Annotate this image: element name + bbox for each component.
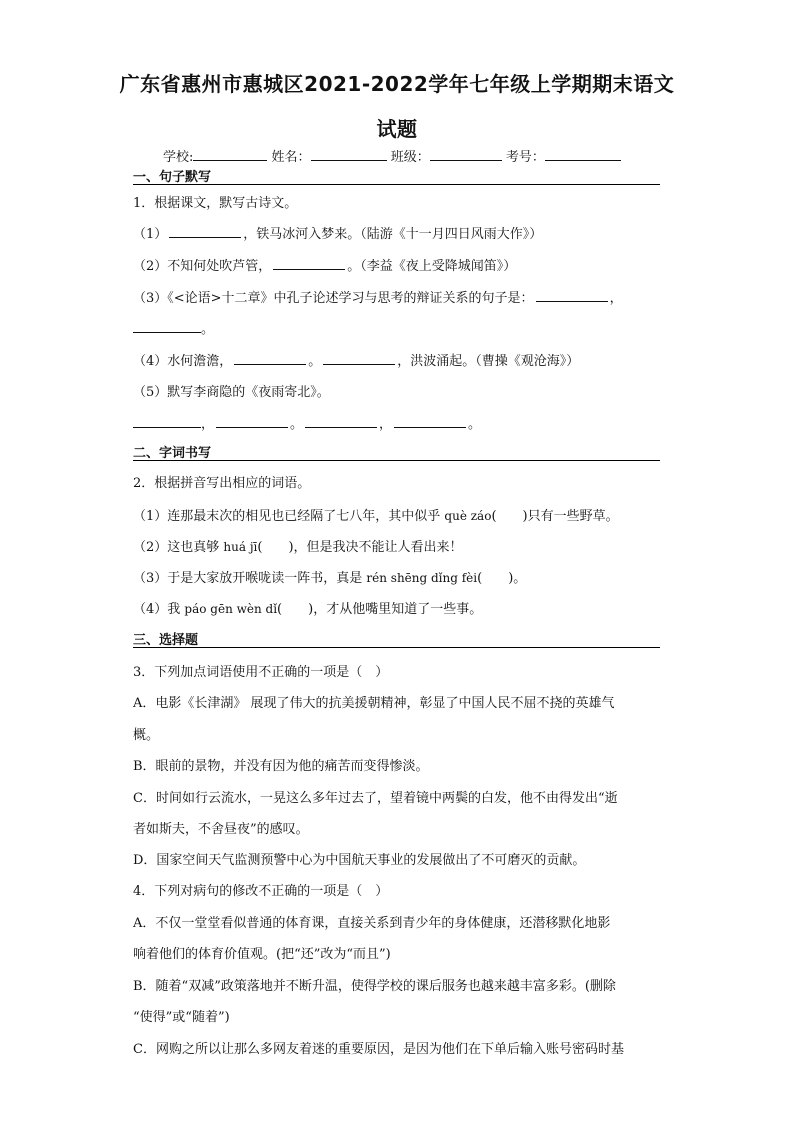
school-blank[interactable] bbox=[193, 148, 267, 161]
q2-item-3: （3）于是大家放开喉咙读一阵书，真是 rén shēng dǐng fèi( )。 bbox=[133, 571, 527, 586]
q3-option-a-cont: 概。 bbox=[133, 728, 160, 743]
class-label: 班级： bbox=[390, 150, 430, 165]
q4-option-b-cont: “使得”或“随着”) bbox=[133, 1010, 230, 1025]
q2-item-2: （2）这也真够 huá jī( )，但是我决不能让人看出来！ bbox=[133, 540, 463, 555]
name-blank[interactable] bbox=[311, 148, 387, 161]
q4-option-a-cont: 响着他们的体育价值观。(把“还”改为“而且”) bbox=[133, 947, 391, 962]
q1-item-3: （3）《<论语>十二章》中孔子论述学习与思考的辩证关系的句子是： ， bbox=[133, 291, 623, 306]
q4-option-a: A．不仅一堂堂看似普通的体育课，直接关系到青少年的身体健康，还潜移默化地影 bbox=[133, 916, 611, 931]
answer-blank[interactable] bbox=[394, 415, 466, 428]
section-heading-3: 三、选择题 bbox=[133, 633, 199, 648]
document-title-line2: 试题 bbox=[376, 117, 418, 141]
section-rule-1 bbox=[133, 184, 660, 185]
student-info-row bbox=[163, 146, 621, 165]
section-rule-3 bbox=[133, 647, 660, 648]
exam-no-blank[interactable] bbox=[545, 148, 621, 161]
q3-stem: 3．下列加点词语使用不正确的一项是（ ） bbox=[133, 665, 389, 680]
q4-stem: 4．下列对病句的修改不正确的一项是（ ） bbox=[133, 884, 389, 899]
section-heading-1: 一、句子默写 bbox=[133, 170, 212, 185]
answer-blank[interactable] bbox=[536, 289, 608, 302]
q2-item-1: （1）连那最末次的相见也已经隔了七八年，其中似乎 què záo( )只有一些野草。 bbox=[133, 509, 619, 524]
q2-item-4: （4）我 páo gēn wèn dǐ( )，才从他嘴里知道了一些事。 bbox=[133, 602, 483, 617]
q1-item-4: （4）水何澹澹， 。 ，洪波涌起。（曹操《观沧海》） bbox=[133, 354, 580, 369]
answer-blank[interactable] bbox=[273, 257, 345, 270]
answer-blank[interactable] bbox=[323, 352, 395, 365]
q2-stem: 2．根据拼音写出相应的词语。 bbox=[133, 476, 311, 491]
school-label: 学校: bbox=[163, 150, 194, 165]
exam-no-label: 考号： bbox=[505, 150, 545, 165]
q4-option-b: B．随着“双减”政策落地并不断升温，使得学校的课后服务也越来越丰富多彩。(删除 bbox=[133, 979, 616, 994]
answer-blank[interactable] bbox=[133, 320, 201, 333]
document-title-line1: 广东省惠州市惠城区2021-2022学年七年级上学期期末语文 bbox=[119, 72, 675, 96]
q3-option-c-cont: 者如斯夫，不舍昼夜”的感叹。 bbox=[133, 822, 309, 837]
q3-option-d: D．国家空间天气监测预警中心为中国航天事业的发展做出了不可磨灭的贡献。 bbox=[133, 853, 586, 868]
q3-option-a: A．电影《长津湖》 展现了伟大的抗美援朝精神，彰显了中国人民不屈不挠的英雄气 bbox=[133, 696, 615, 711]
q3-option-b: B．眼前的景物，并没有因为他的痛苦而变得惨淡。 bbox=[133, 759, 429, 774]
section-heading-2: 二、字词书写 bbox=[133, 446, 212, 461]
q1-item-1: （1） ，铁马冰河入梦来。（陆游《十一月四日风雨大作》） bbox=[133, 227, 543, 242]
name-label: 姓名： bbox=[271, 150, 311, 165]
section-rule-2 bbox=[133, 460, 660, 461]
q1-item-2: （2）不知何处吹芦管， 。（李益《夜上受降城闻笛》） bbox=[133, 259, 517, 274]
q1-item-5-blanks: ， 。 ， 。 bbox=[133, 413, 481, 432]
class-blank[interactable] bbox=[430, 148, 502, 161]
answer-blank[interactable] bbox=[169, 225, 241, 238]
q1-item-5: （5）默写李商隐的《夜雨寄北》。 bbox=[133, 385, 330, 400]
q1-item-3-cont: 。 bbox=[133, 318, 214, 337]
q1-stem: 1．根据课文，默写古诗文。 bbox=[133, 196, 298, 211]
answer-blank[interactable] bbox=[305, 415, 377, 428]
answer-blank[interactable] bbox=[216, 415, 288, 428]
answer-blank[interactable] bbox=[133, 415, 201, 428]
q4-option-c: C．网购之所以让那么多网友着迷的重要原因，是因为他们在下单后输入账号密码时基 bbox=[133, 1042, 624, 1057]
q3-option-c: C．时间如行云流水，一晃这么多年过去了，望着镜中两鬓的白发，他不由得发出“逝 bbox=[133, 791, 618, 806]
answer-blank[interactable] bbox=[234, 352, 306, 365]
